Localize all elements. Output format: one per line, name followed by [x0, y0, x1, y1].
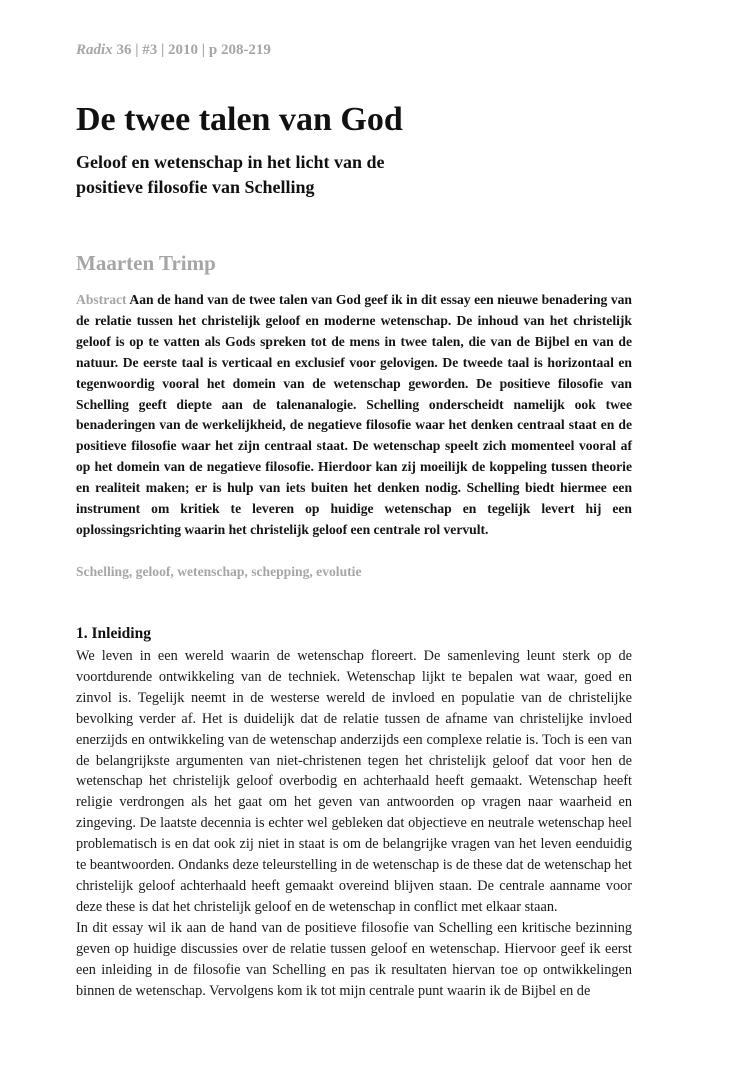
- abstract: [76, 290, 632, 541]
- article-subtitle: Geloof en wetenschap in het licht van de positieve filosofie van Schelling: [76, 152, 385, 197]
- article-title: De twee talen van God: [76, 101, 403, 138]
- issue-info: 36 | #3 | 2010 | p 208-219: [112, 42, 271, 58]
- journal-name: Radix: [76, 42, 113, 58]
- running-head: [76, 42, 271, 59]
- body-paragraph: We leven in een wereld waarin de wetenschap floreert. De samenleving leunt sterk op de voortdurende ontwikkeling van de techniek. Wetenschap lijkt te bepalen wat waar, goed en zinvol is. Tegelijk neemt in de westerse wereld de invloed en populatie van de christelijke bevolking verder af. Het is duidelijk dat de relatie tussen de afname van christelijke invloed enerzijds en ontwikkeling van de wetenschap anderzijds een complexe relatie is. Toch is een van de belangrijkste argumenten van niet-christenen tegen het christelijk geloof dat voor hen de wetenschap het christelijk geloof overbodig en achterhaald heeft gemaakt. Wetenschap heeft religie verdrongen als het gaat om het geven van antwoorden op vragen naar waarheid en zingeving. De laatste decennia is echter wel gebleken dat objectieve en neutrale wetenschap heel problematisch is en dat ook zij niet in staat is om de belangrijke vragen van het leven eenduidig te beantwoorden. Ondanks deze teleurstelling in de wetenschap is de these dat de wetenschap het christelijk geloof achterhaald heeft gemaakt overeind blijven staan. De centrale aanname voor deze these is dat het christelijk geloof en de wetenschap in conflict met elkaar staan.: [76, 648, 632, 915]
- section-heading: 1. Inleiding: [76, 625, 151, 642]
- body-paragraph: In dit essay wil ik aan de hand van de positieve filosofie van Schelling een kritische bezinning geven op huidige discussies over de relatie tussen geloof en wetenschap. Hiervoor geef ik eerst een inleiding in de filosofie van Schelling en pas ik resultaten hiervan toe op ontwikkelingen binnen de wetenschap. Vervolgens kom ik tot mijn centrale punt waarin ik de Bijbel en de: [76, 919, 632, 999]
- keywords: Schelling, geloof, wetenschap, schepping, evolutie: [76, 564, 362, 579]
- abstract-label: Abstract: [76, 292, 127, 307]
- section-body: [76, 646, 632, 1001]
- author-name: Maarten Trimp: [76, 251, 216, 275]
- abstract-text: Aan de hand van de twee talen van God geef ik in dit essay een nieuwe benadering van de relatie tussen het christelijk geloof en moderne wetenschap. De inhoud van het christelijk geloof is op te vatten als Gods spreken tot de mens in twee talen, die van de Bijbel en van de natuur. De eerste taal is verticaal en exclusief voor gelovigen. De tweede taal is horizontaal en tegenwoordig vooral het domein van de wetenschap geworden. De positieve filosofie van Schelling geeft diepte aan de talenanalogie. Schelling onderscheidt namelijk ook twee benaderingen van de werkelijkheid, de negatieve filosofie waar het denken centraal staat en de positieve filosofie waar het zijn centraal staat. De wetenschap speelt zich momenteel vooral af op het domein van de negatieve filosofie. Hierdoor kan zij moeilijk de koppeling tussen theorie en realiteit maken; er is hulp van iets buiten het denken nodig. Schelling biedt hiermee een instrument om kritiek te leveren op huidige wetenschap en tegelijk levert hij een oplossingsrichting waarin het christelijk geloof een centrale rol vervult.: [76, 292, 632, 537]
